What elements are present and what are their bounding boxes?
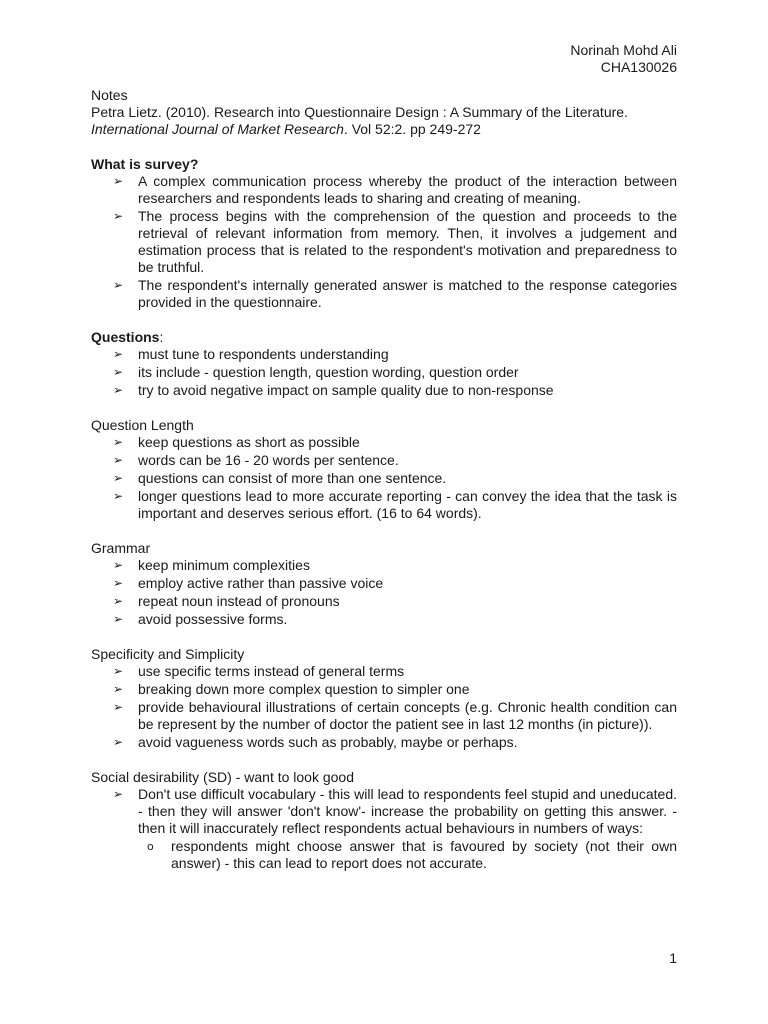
list-item: ➢ avoid possessive forms. xyxy=(113,611,288,627)
list-item: ➢ repeat noun instead of pronouns xyxy=(113,593,340,609)
list-item: ➢ words can be 16 - 20 words per sentence. xyxy=(113,452,399,468)
list-item: ➢ Don't use difficult vocabulary - this will lead to respondents feel stupid and uneducated. - then they will answer 'don't know'- increase the probability on getting this answer. - then it will inaccurately reflect respondents actual behaviours in numbers of ways: xyxy=(113,786,677,836)
section-title-question-length: Question Length xyxy=(91,417,194,433)
arrow-bullet-icon: ➢ xyxy=(113,365,124,379)
list-item: ➢ longer questions lead to more accurate reporting - can convey the idea that the task is important and deserves serious effort. (16 to 64 words). xyxy=(113,488,677,521)
question-length-list xyxy=(91,434,677,522)
arrow-bullet-icon: ➢ xyxy=(113,347,124,361)
section-title-questions: Questions: xyxy=(91,329,164,345)
list-item: ➢ breaking down more complex question to simpler one xyxy=(113,681,470,697)
arrow-bullet-icon: ➢ xyxy=(113,435,124,449)
citation xyxy=(91,104,677,138)
citation-authors: Petra Lietz. (2010). Research into Questionnaire Design : A Summary of the Literature. xyxy=(91,104,628,120)
student-id: CHA130026 xyxy=(600,59,677,75)
list-item: ➢ try to avoid negative impact on sample quality due to non-response xyxy=(113,382,554,398)
arrow-bullet-icon: ➢ xyxy=(113,787,124,801)
arrow-bullet-icon: ➢ xyxy=(113,209,124,223)
list-item: ➢ keep minimum complexities xyxy=(113,557,310,573)
arrow-bullet-icon: ➢ xyxy=(113,558,124,572)
citation-journal: International Journal of Market Research xyxy=(91,121,344,137)
social-desirability-list xyxy=(91,786,677,837)
arrow-bullet-icon: ➢ xyxy=(113,489,124,503)
author-name: Norinah Mohd Ali xyxy=(570,42,677,58)
list-item: ➢ The respondent's internally generated answer is matched to the response categories provided in the questionnaire. xyxy=(113,277,677,310)
section-title-survey: What is survey? xyxy=(91,156,199,172)
arrow-bullet-icon: ➢ xyxy=(113,278,124,292)
social-desirability-sublist xyxy=(91,838,677,872)
document-body xyxy=(91,87,677,872)
arrow-bullet-icon: ➢ xyxy=(113,576,124,590)
arrow-bullet-icon: ➢ xyxy=(113,612,124,626)
notes-label: Notes xyxy=(91,87,128,103)
section-title-social-desirability: Social desirability (SD) - want to look good xyxy=(91,769,355,785)
list-item: ➢ The process begins with the comprehension of the question and proceeds to the retrieval of relevant information from memory. Then, it involves a judgement and estimation process that is related to the respondent's motivation and preparedness to be truthful. xyxy=(113,208,677,275)
questions-list xyxy=(91,346,677,399)
arrow-bullet-icon: ➢ xyxy=(113,453,124,467)
list-item: ➢ use specific terms instead of general terms xyxy=(113,663,405,679)
list-item: ➢ employ active rather than passive voice xyxy=(113,575,384,591)
arrow-bullet-icon: ➢ xyxy=(113,174,124,188)
list-item: ➢ its include - question length, question wording, question order xyxy=(113,364,519,380)
circle-bullet-icon: o xyxy=(147,840,154,853)
survey-list xyxy=(91,173,677,311)
grammar-list xyxy=(91,557,677,628)
author-block xyxy=(570,42,677,76)
arrow-bullet-icon: ➢ xyxy=(113,735,124,749)
list-item: ➢ must tune to respondents understanding xyxy=(113,346,389,362)
arrow-bullet-icon: ➢ xyxy=(113,682,124,696)
arrow-bullet-icon: ➢ xyxy=(113,471,124,485)
list-item: ➢ avoid vagueness words such as probably, maybe or perhaps. xyxy=(113,734,518,750)
list-item: ➢ questions can consist of more than one sentence. xyxy=(113,470,447,486)
list-item: ➢ A complex communication process whereby the product of the interaction between researchers and respondents leads to sharing and creating of meaning. xyxy=(113,173,677,206)
arrow-bullet-icon: ➢ xyxy=(113,594,124,608)
arrow-bullet-icon: ➢ xyxy=(113,700,124,714)
list-item: ➢ keep questions as short as possible xyxy=(113,434,360,450)
list-item: ➢ provide behavioural illustrations of certain concepts (e.g. Chronic health condition can be represent by the number of doctor the patient see in last 12 months (in picture)). xyxy=(113,699,677,732)
section-title-grammar: Grammar xyxy=(91,540,151,556)
citation-volume: . Vol 52:2. pp 249-272 xyxy=(343,121,481,137)
page-number: 1 xyxy=(669,950,677,966)
section-title-specificity: Specificity and Simplicity xyxy=(91,646,245,662)
specificity-list xyxy=(91,663,677,751)
arrow-bullet-icon: ➢ xyxy=(113,664,124,678)
arrow-bullet-icon: ➢ xyxy=(113,383,124,397)
sub-list-item: o respondents might choose answer that is favoured by society (not their own answer) - this can lead to report does not accurate. xyxy=(147,838,677,871)
